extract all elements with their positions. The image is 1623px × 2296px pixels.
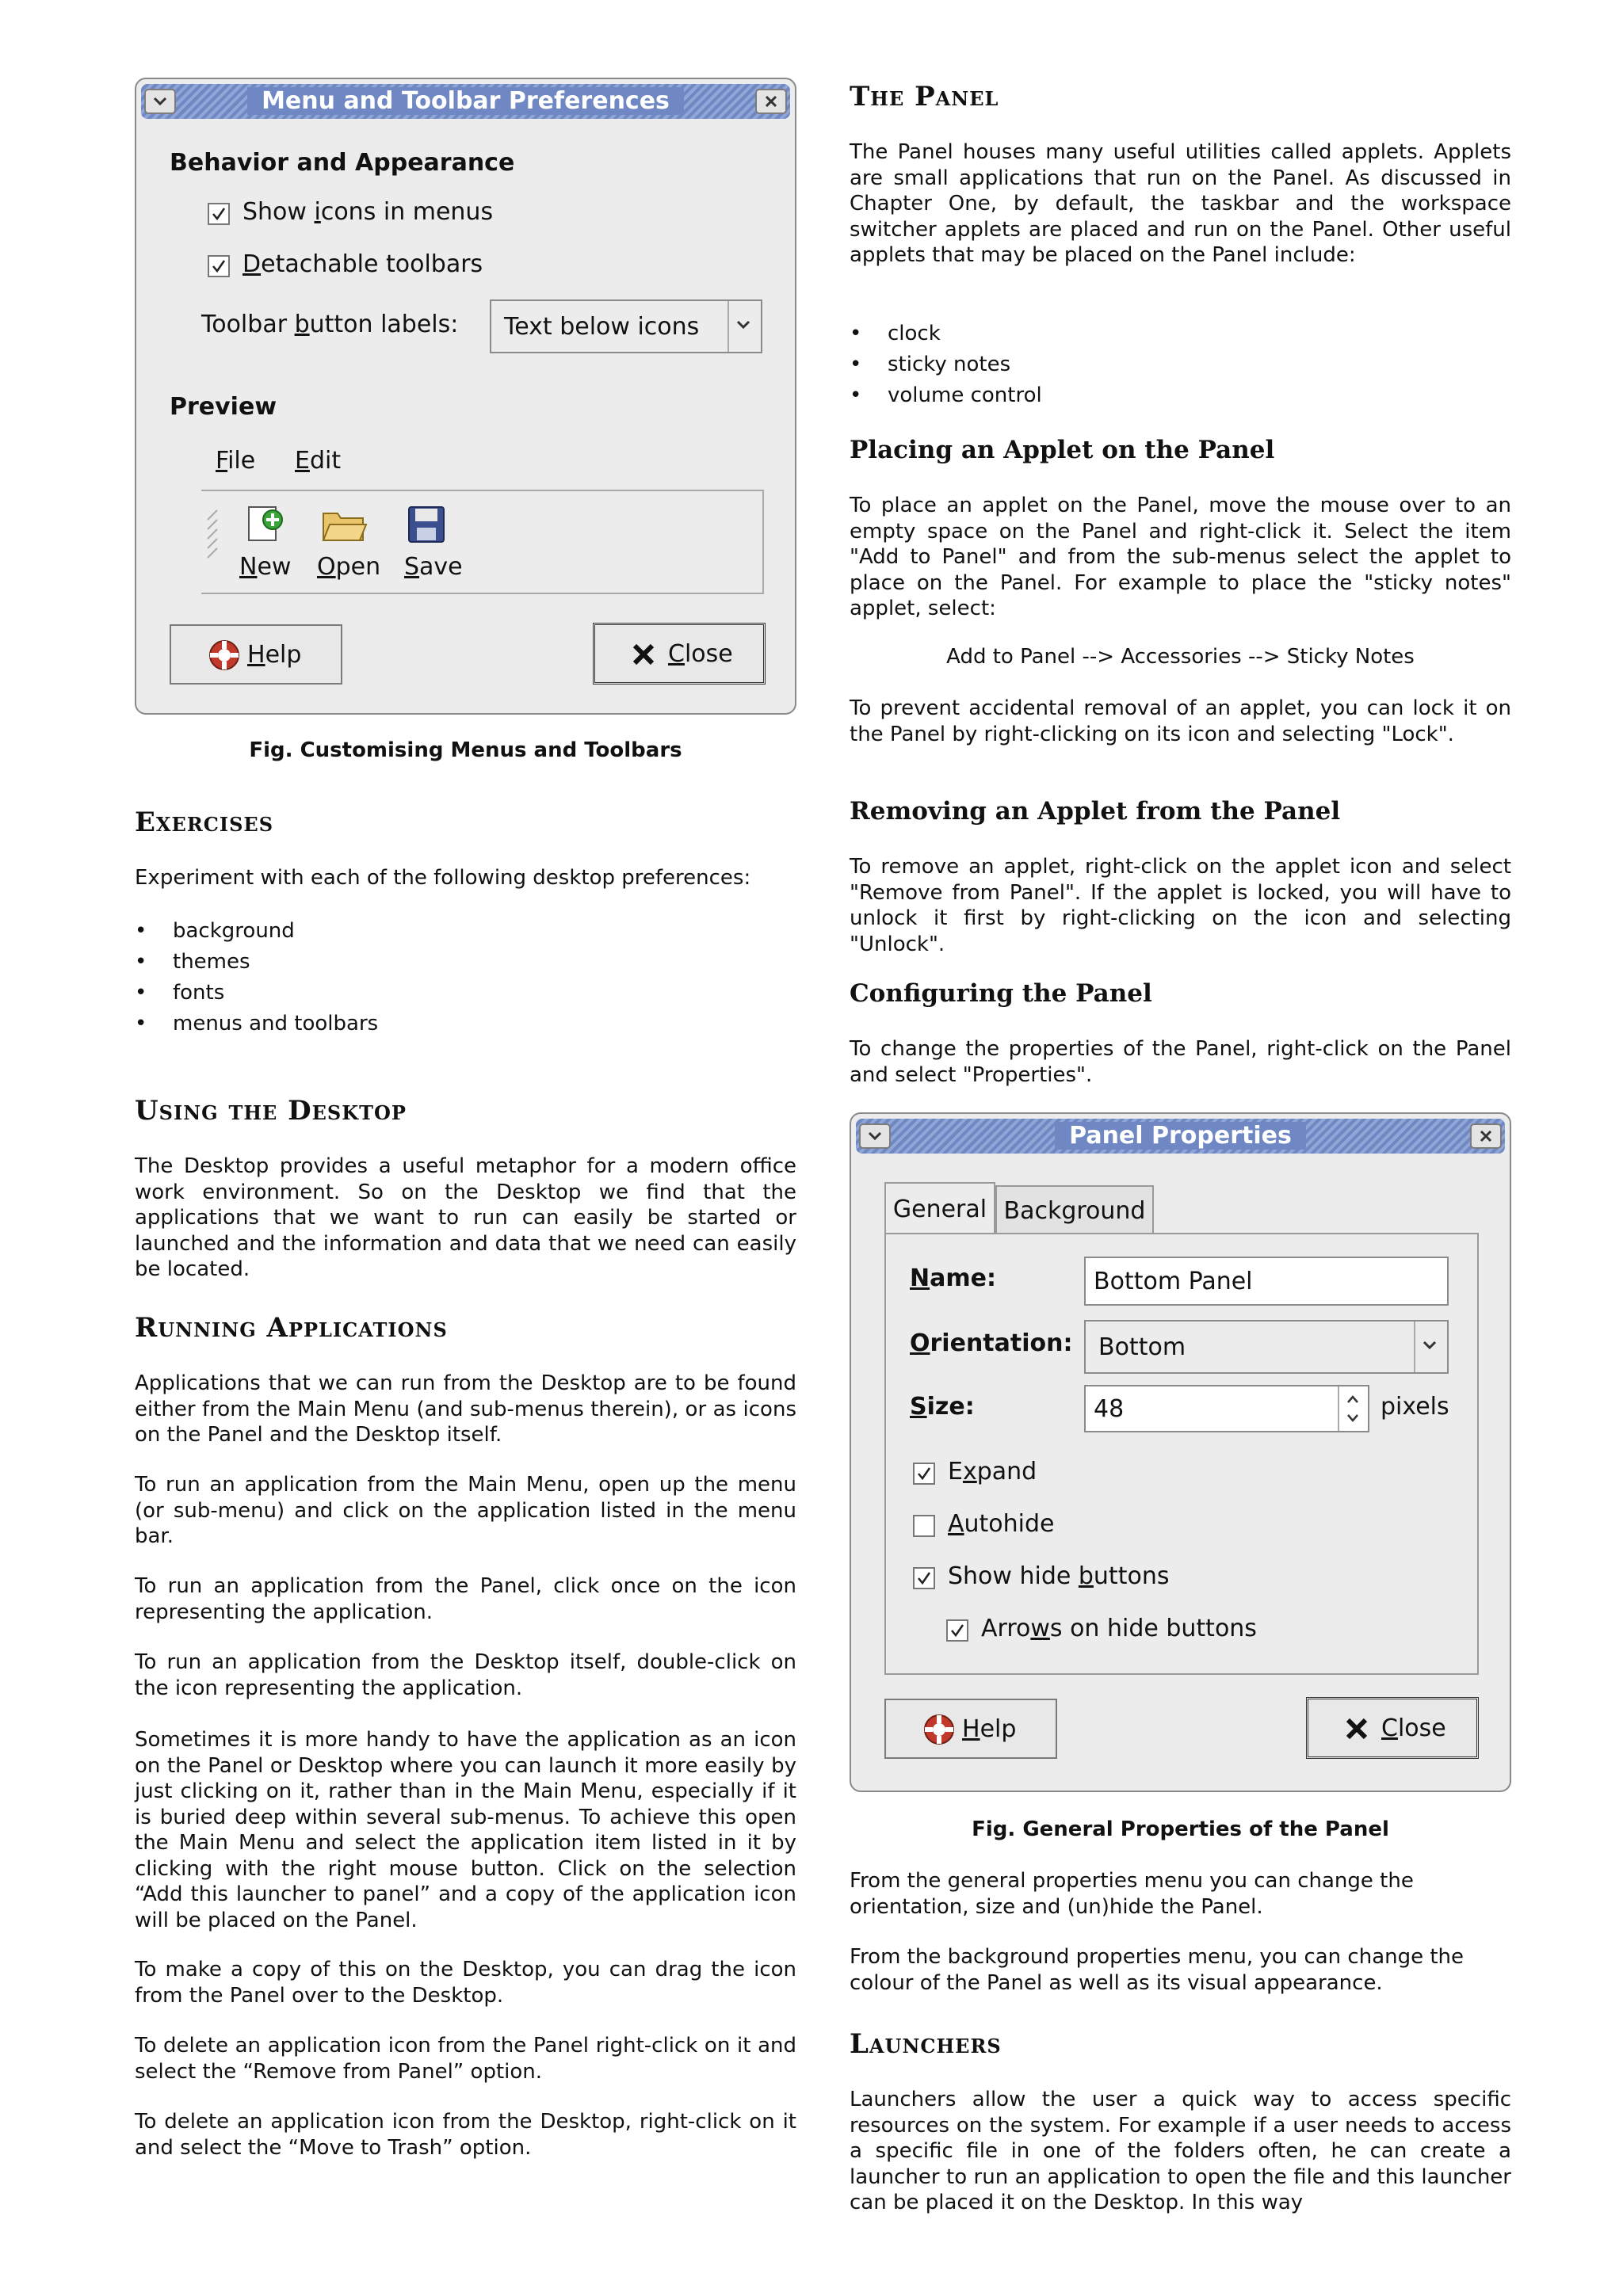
placing-applet-body: To place an applet on the Panel, move the mouse over to an empty space on the Panel and right-click it. Select the item "Add to Panel" and from the sub-menus select the applet to place on the Panel. For example to place the "sticky notes" applet, select: <box>850 494 1511 620</box>
size-label: Size: <box>910 1393 975 1421</box>
checkmark-icon <box>949 1623 965 1638</box>
running-applications-heading: Running Applications <box>135 1312 448 1344</box>
arrows-on-hide-buttons-label[interactable]: Arrows on hide buttons <box>981 1615 1257 1642</box>
configuring-panel-heading: Configuring the Panel <box>850 979 1152 1008</box>
running-apps-p7: To delete an application icon from the Panel right-click on it and select the “Remove from Panel” option. <box>135 2034 796 2084</box>
show-hide-buttons-checkbox[interactable] <box>913 1567 935 1589</box>
exercises-intro: Experiment with each of the following desktop preferences: <box>135 866 751 890</box>
panel-properties-dialog <box>850 1112 1511 1792</box>
running-apps-p6: To make a copy of this on the Desktop, you can drag the icon from the Panel over to the Desktop. <box>135 1958 796 2008</box>
window-menu-button[interactable] <box>144 89 176 114</box>
chevron-down-icon <box>1415 1322 1444 1372</box>
arrows-on-hide-buttons-checkbox[interactable] <box>946 1619 968 1642</box>
window-close-button[interactable] <box>1470 1123 1502 1149</box>
the-panel-heading: The Panel <box>850 81 999 113</box>
lock-applet-body: To prevent accidental removal of an applet, you can lock it on the Panel by right-clicking on its icon and selecting "Lock". <box>850 696 1511 746</box>
close-x-icon <box>632 643 655 666</box>
close-x-icon <box>1345 1717 1369 1741</box>
launchers-heading: Launchers <box>850 2028 1002 2060</box>
chevron-down-icon <box>729 301 758 352</box>
help-button[interactable]: H elp <box>884 1699 1057 1759</box>
preview-tool-save-label: Save <box>404 553 463 581</box>
running-apps-p5: Sometimes it is more handy to have the application as an icon on the Panel or Desktop where you can launch it more easily by just clicking on it, rather than in the Main Menu, especially if it is buried deep within several sub-menus. To achieve this open the Main Menu and select the application item listed in it by clicking with the right mouse button. Click on the selection “Add this launcher to panel” and a copy of the application icon will be placed on the Panel. <box>135 1728 796 1932</box>
list-item: • themes <box>135 947 796 978</box>
dialog-title: Menu and Toolbar Preferences <box>247 87 684 115</box>
checkmark-icon <box>916 1570 932 1586</box>
chevron-down-icon <box>152 94 168 109</box>
dropdown-arrow[interactable] <box>727 301 761 352</box>
preview-tool-open-label: Open <box>317 553 381 581</box>
list-item: • sticky notes <box>850 349 1511 380</box>
running-apps-p8: To delete an application icon from the Desktop, right-click on it and select the “Move to Trash” option. <box>135 2110 796 2160</box>
close-icon <box>1478 1129 1494 1143</box>
orientation-value: Bottom <box>1098 1333 1186 1361</box>
close-button[interactable]: C lose <box>593 623 766 685</box>
close-button[interactable]: C lose <box>1306 1697 1479 1759</box>
launchers-body: Launchers allow the user a quick way to access specific resources on the system. For example if a user needs to access a specific file in one of the folders often, he can create a launcher to run an application to open the file and this launcher can be placed it on the Desktop. In this way <box>850 2088 1511 2214</box>
dialog-titlebar[interactable] <box>856 1119 1505 1154</box>
list-item: • background <box>135 916 796 947</box>
show-hide-buttons-label[interactable]: Show hide buttons <box>948 1562 1170 1590</box>
dropdown-arrow[interactable] <box>1414 1322 1447 1372</box>
size-spin-input[interactable] <box>1084 1385 1369 1432</box>
tab-general[interactable]: General <box>884 1182 995 1234</box>
exercises-heading: Exercises <box>135 807 274 838</box>
spin-arrows-icon <box>1339 1386 1366 1431</box>
dialog-titlebar[interactable] <box>141 84 790 119</box>
general-tab-panel <box>884 1233 1479 1675</box>
general-properties-note: From the general properties menu you can change the orientation, size and (un)hide the Panel. <box>850 1869 1414 1919</box>
help-lifebuoy-icon <box>922 1713 956 1746</box>
toolbar-handle-icon[interactable] <box>206 504 222 583</box>
detachable-toolbars-label[interactable]: Detachable toolbars <box>242 250 483 278</box>
preview-section-title: Preview <box>170 393 277 421</box>
show-icons-checkbox[interactable] <box>208 203 230 225</box>
checkmark-icon <box>211 206 227 222</box>
open-folder-icon[interactable] <box>320 505 368 547</box>
list-item: • clock <box>850 318 1511 349</box>
add-to-panel-path: Add to Panel --> Accessories --> Sticky Notes <box>946 645 1415 669</box>
running-apps-p1: Applications that we can run from the Desktop are to be found either from the Main Menu (and sub-menus therein), or as icons on the Panel and the Desktop itself. <box>135 1371 796 1447</box>
toolbar-button-labels-label: Toolbar button labels: <box>201 311 459 338</box>
close-icon <box>763 94 779 109</box>
exercises-list <box>135 916 796 1039</box>
name-label: Name: <box>910 1264 996 1292</box>
save-disk-icon[interactable] <box>406 504 447 545</box>
chevron-down-icon <box>867 1129 883 1143</box>
window-close-button[interactable] <box>755 89 787 114</box>
spin-buttons[interactable] <box>1338 1386 1368 1431</box>
figure-caption-panel-properties: Fig. General Properties of the Panel <box>972 1817 1389 1841</box>
running-apps-p4: To run an application from the Desktop itself, double-click on the icon representing the application. <box>135 1650 796 1700</box>
applets-list <box>850 318 1511 411</box>
name-input-value: Bottom Panel <box>1094 1267 1253 1295</box>
dialog-title: Panel Properties <box>1055 1122 1306 1150</box>
preview-toolbar <box>201 490 764 594</box>
window-menu-button[interactable] <box>859 1123 891 1149</box>
using-desktop-heading: Using the Desktop <box>135 1095 407 1127</box>
behavior-section-title: Behavior and Appearance <box>170 149 515 177</box>
size-unit-label: pixels <box>1381 1393 1449 1421</box>
checkmark-icon <box>211 258 227 274</box>
size-input-value: 48 <box>1094 1394 1125 1423</box>
preview-tool-new-label: New <box>239 553 292 581</box>
orientation-select[interactable] <box>1084 1320 1449 1374</box>
running-apps-p2: To run an application from the Main Menu, open up the menu (or sub-menu) and click on the application listed in the menu bar. <box>135 1473 796 1548</box>
background-properties-note: From the background properties menu, you can change the colour of the Panel as well as its visual appearance. <box>850 1945 1465 1995</box>
expand-checkbox[interactable] <box>913 1463 935 1485</box>
help-button[interactable]: H elp <box>170 624 342 685</box>
removing-applet-body: To remove an applet, right-click on the applet icon and select "Remove from Panel". If the applet is locked, you will have to unlock it first by right-clicking on the icon and selecting "Unlock". <box>850 855 1511 956</box>
new-file-icon[interactable] <box>244 504 285 545</box>
list-item: • fonts <box>135 978 796 1009</box>
checkmark-icon <box>916 1466 932 1482</box>
running-apps-p3: To run an application from the Panel, click once on the icon representing the application. <box>135 1574 796 1624</box>
help-lifebuoy-icon <box>208 639 241 672</box>
tab-background[interactable]: Background <box>995 1185 1154 1234</box>
using-desktop-body: The Desktop provides a useful metaphor for a modern office work environment. So on the Desktop we find that the applications that we want to run can easily be started or launched and the information and data that we need can easily be located. <box>135 1154 796 1281</box>
list-item: • menus and toolbars <box>135 1009 796 1039</box>
detachable-toolbars-checkbox[interactable] <box>208 255 230 277</box>
autohide-label[interactable]: Autohide <box>948 1510 1055 1538</box>
the-panel-body: The Panel houses many useful utilities called applets. Applets are small applications that run on the Panel. As discussed in Chapter One, by default, the taskbar and the workspace switcher applets are placed and run on the Panel. Other useful applets that may be placed on the Panel include: <box>850 140 1511 267</box>
orientation-label: Orientation: <box>910 1329 1073 1357</box>
show-icons-label[interactable]: Show icons in menus <box>242 198 494 226</box>
figure-caption-menus-toolbars: Fig. Customising Menus and Toolbars <box>249 738 682 762</box>
toolbar-button-labels-select[interactable] <box>490 299 762 353</box>
preview-menu-edit[interactable]: Edit <box>295 447 342 475</box>
toolbar-button-labels-value: Text below icons <box>504 312 700 341</box>
preview-menu-file[interactable]: File <box>216 447 256 475</box>
placing-applet-heading: Placing an Applet on the Panel <box>850 436 1275 464</box>
removing-applet-heading: Removing an Applet from the Panel <box>850 797 1341 826</box>
expand-label[interactable]: Expand <box>948 1458 1037 1486</box>
configuring-panel-body: To change the properties of the Panel, right-click on the Panel and select "Properties". <box>850 1037 1511 1087</box>
list-item: • volume control <box>850 380 1511 411</box>
autohide-checkbox[interactable] <box>913 1515 935 1537</box>
menu-toolbar-preferences-dialog <box>135 78 796 715</box>
name-input[interactable] <box>1084 1257 1449 1306</box>
